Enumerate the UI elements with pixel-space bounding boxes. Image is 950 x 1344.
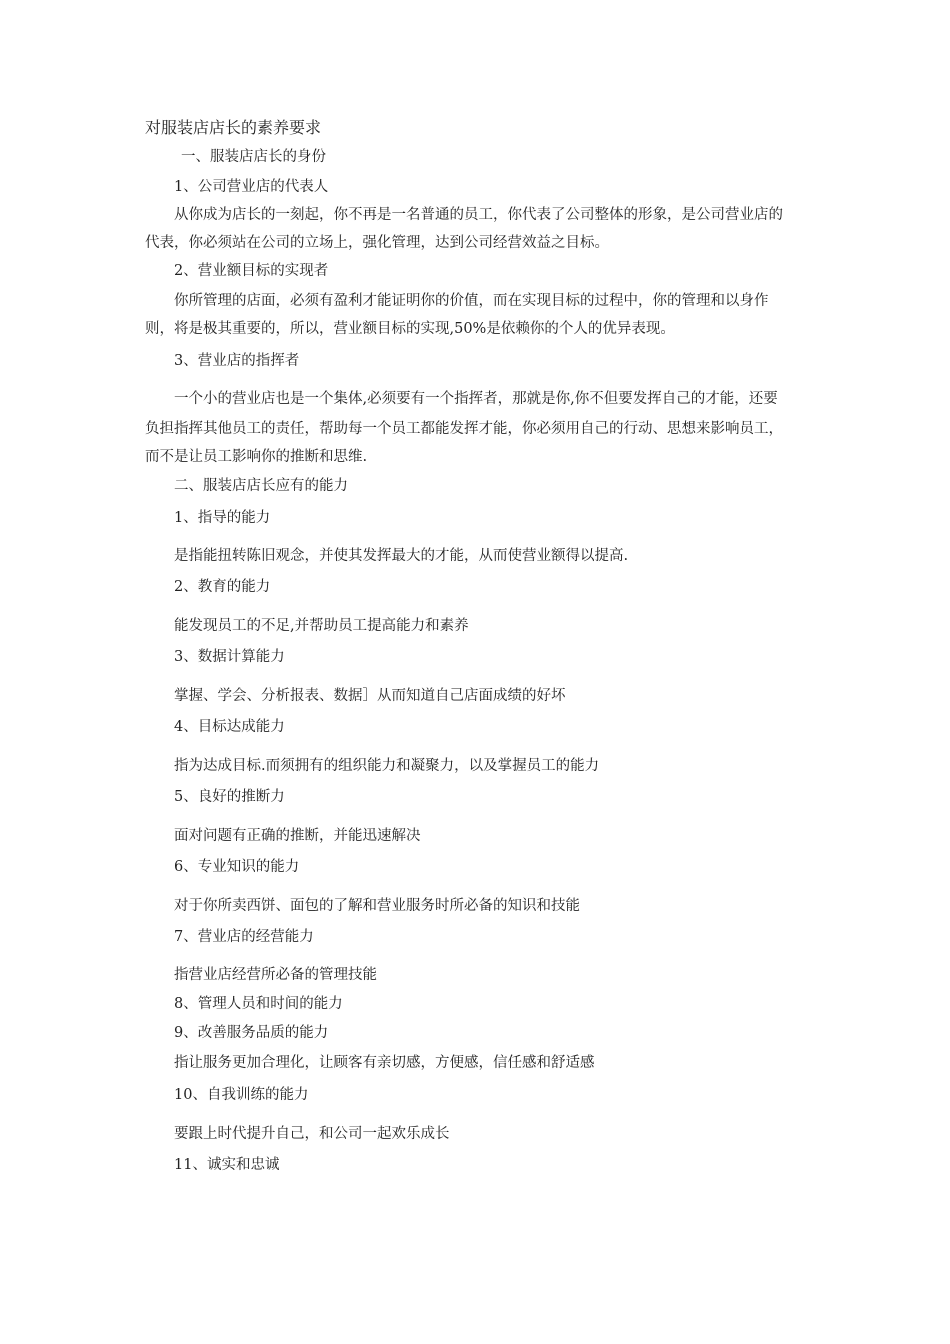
- ability-description: 指为达成目标.而须拥有的组织能力和凝聚力，以及掌握员工的能力: [174, 758, 600, 774]
- item-heading: 3、营业店的指挥者: [174, 353, 300, 369]
- paragraph-line: 代表，你必须站在公司的立场上，强化管理，达到公司经营效益之目标。: [145, 235, 609, 251]
- ability-heading: 9、改善服务品质的能力: [174, 1025, 329, 1041]
- ability-heading: 8、管理人员和时间的能力: [174, 996, 343, 1012]
- ability-heading: 11、诚实和忠诚: [174, 1157, 280, 1173]
- item-heading: 1、公司营业店的代表人: [174, 179, 329, 195]
- section-heading-abilities: 二、服装店店长应有的能力: [174, 478, 348, 494]
- ability-heading: 2、教育的能力: [174, 579, 271, 595]
- ability-heading: 7、营业店的经营能力: [174, 929, 314, 945]
- ability-description: 掌握、学会、分析报表、数据］从而知道自己店面成绩的好坏: [174, 688, 566, 704]
- ability-heading: 5、良好的推断力: [174, 789, 285, 805]
- ability-description: 对于你所卖西饼、面包的了解和营业服务时所必备的知识和技能: [174, 898, 580, 914]
- paragraph-line: 则，将是极其重要的，所以，营业额目标的实现,50%是依赖你的个人的优异表现。: [145, 321, 675, 337]
- paragraph-line: 而不是让员工影响你的推断和思维.: [145, 449, 368, 465]
- ability-heading: 3、数据计算能力: [174, 649, 285, 665]
- paragraph-line: 从你成为店长的一刻起，你不再是一名普通的员工，你代表了公司整体的形象，是公司营业店的: [174, 207, 783, 223]
- ability-description: 能发现员工的不足,并帮助员工提高能力和素养: [174, 618, 469, 634]
- ability-heading: 10、自我训练的能力: [174, 1087, 309, 1103]
- paragraph-line: 一个小的营业店也是一个集体,必须要有一个指挥者，那就是你,你不但要发挥自己的才能，还要: [174, 391, 778, 407]
- document-title: 对服装店店长的素养要求: [145, 118, 322, 137]
- ability-description: 面对问题有正确的推断，并能迅速解决: [174, 828, 421, 844]
- ability-heading: 1、指导的能力: [174, 510, 271, 526]
- ability-heading: 4、目标达成能力: [174, 719, 285, 735]
- paragraph-line: 负担指挥其他员工的责任，帮助每一个员工都能发挥才能，你必须用自己的行动、思想来影响员工，: [145, 421, 783, 437]
- ability-description: 要跟上时代提升自己，和公司一起欢乐成长: [174, 1126, 450, 1142]
- section-heading-identity: 一、服装店店长的身份: [181, 149, 326, 165]
- ability-description: 指让服务更加合理化，让顾客有亲切感，方便感，信任感和舒适感: [174, 1055, 595, 1071]
- ability-heading: 6、专业知识的能力: [174, 859, 300, 875]
- ability-description: 是指能扭转陈旧观念，并使其发挥最大的才能，从而使营业额得以提高.: [174, 548, 629, 564]
- ability-description: 指营业店经营所必备的管理技能: [174, 967, 377, 983]
- item-heading: 2、营业额目标的实现者: [174, 263, 329, 279]
- paragraph-line: 你所管理的店面，必须有盈利才能证明你的价值，而在实现目标的过程中，你的管理和以身作: [174, 293, 769, 309]
